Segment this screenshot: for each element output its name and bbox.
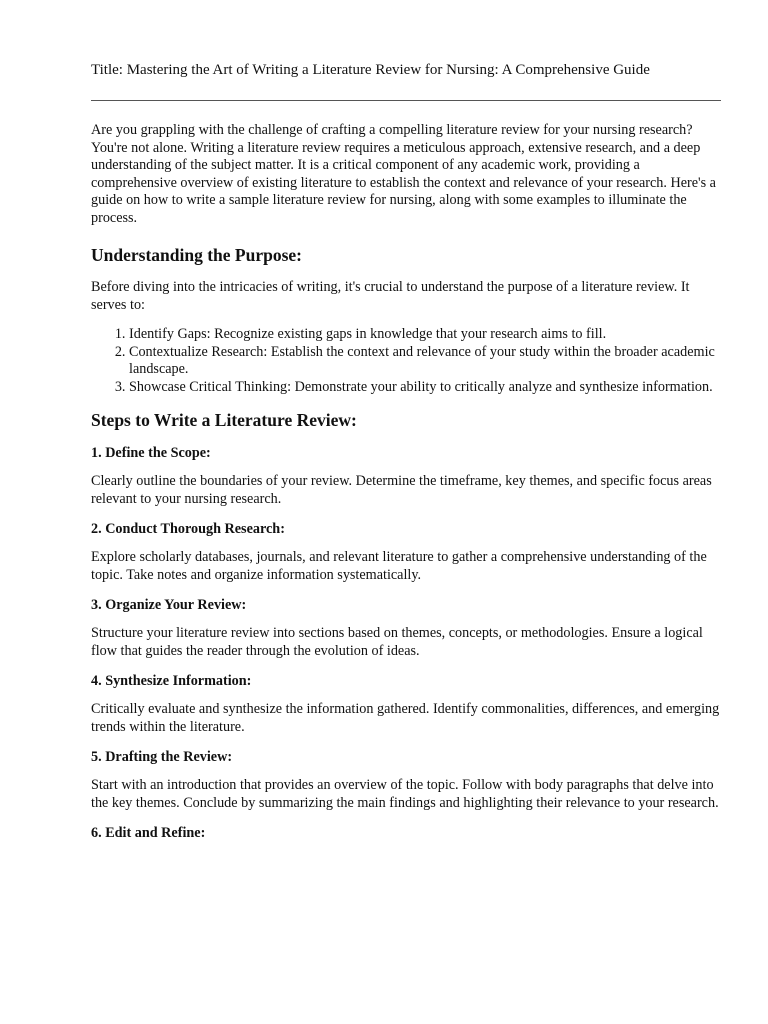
list-item: 2. Contextualize Research: Establish the context and relevance of your study within the broader academic landscape.: [129, 344, 721, 379]
step-heading: 4. Synthesize Information:: [91, 673, 252, 689]
purpose-heading: Understanding the Purpose:: [91, 245, 302, 265]
step-heading: 3. Organize Your Review:: [91, 597, 247, 613]
purpose-paragraph: Before diving into the intricacies of writing, it's crucial to understand the purpose of a literature review. It serves to:: [91, 279, 690, 313]
step-paragraph: Structure your literature review into sections based on themes, concepts, or methodologies. Ensure a logical flow that guides the reader through the evolution of ideas.: [91, 625, 703, 659]
step-paragraph: Start with an introduction that provides an overview of the topic. Follow with body paragraphs that delve into the key themes. Conclude by summarizing the main findings and highlighting their relevance to your research.: [91, 777, 719, 811]
step-paragraph: Critically evaluate and synthesize the information gathered. Identify commonalities, differences, and emerging trends within the literature.: [91, 701, 720, 735]
step-heading: 6. Edit and Refine:: [91, 825, 206, 841]
title-divider: [91, 100, 721, 101]
list-item: 1. Identify Gaps: Recognize existing gaps in knowledge that your research aims to fill.: [129, 326, 721, 344]
step-heading: 2. Conduct Thorough Research:: [91, 521, 285, 537]
purpose-list: [91, 326, 721, 396]
step-paragraph: Clearly outline the boundaries of your review. Determine the timeframe, key themes, and specific focus areas relevant to your nursing research.: [91, 473, 712, 507]
document-title: Title: Mastering the Art of Writing a Literature Review for Nursing: A Comprehensive Guide: [91, 62, 650, 78]
step-heading: 1. Define the Scope:: [91, 445, 211, 461]
list-item: 3. Showcase Critical Thinking: Demonstrate your ability to critically analyze and synthesize information.: [129, 379, 721, 397]
steps-heading: Steps to Write a Literature Review:: [91, 410, 357, 430]
intro-paragraph: Are you grappling with the challenge of crafting a compelling literature review for your nursing research? You're not alone. Writing a literature review requires a meticulous approach, extensive research, and a deep understanding of the subject matter. It is a critical component of any academic work, providing a comprehensive overview of existing literature to establish the context and relevance of your research. Here's a guide on how to write a sample literature review for nursing, along with some examples to illuminate the process.: [91, 122, 716, 226]
step-heading: 5. Drafting the Review:: [91, 749, 233, 765]
step-paragraph: Explore scholarly databases, journals, and relevant literature to gather a comprehensive understanding of the topic. Take notes and organize information systematically.: [91, 549, 707, 583]
document-body: [91, 122, 721, 853]
